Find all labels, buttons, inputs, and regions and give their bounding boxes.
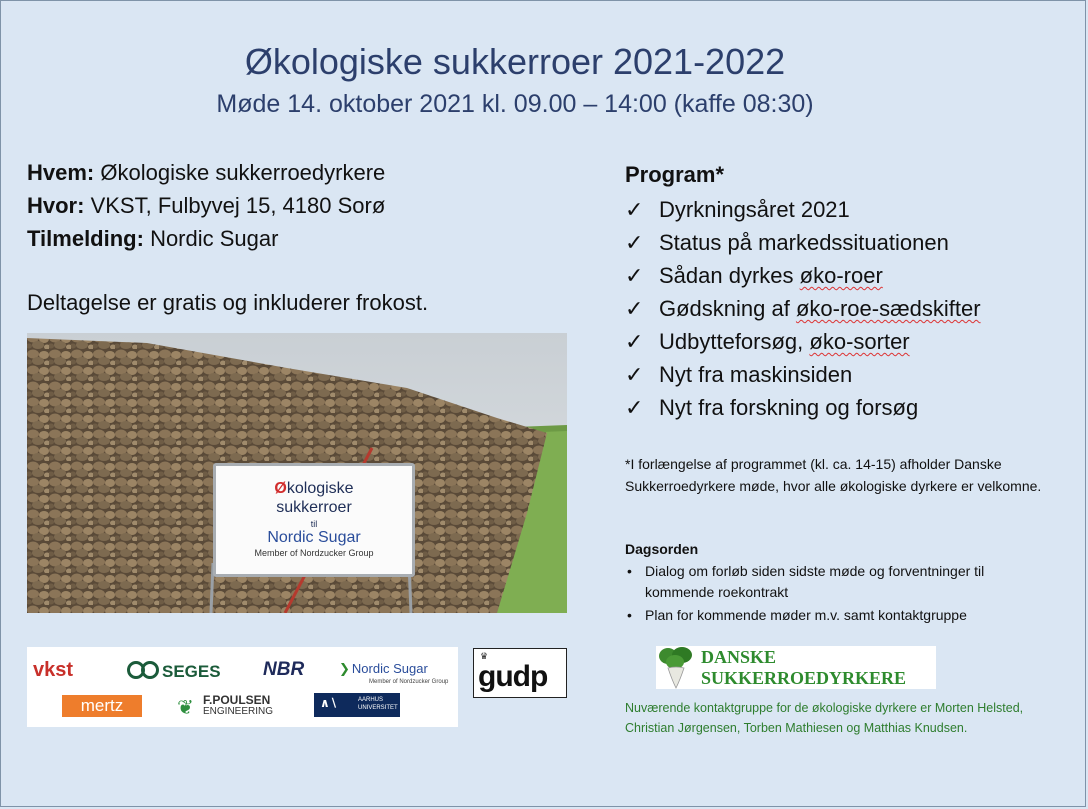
aarhus-wave-icon: ∧∖ <box>320 696 339 710</box>
signup-row <box>27 224 385 257</box>
agenda-item-text: Plan for kommende møder m.v. samt kontaktgruppe <box>645 607 967 623</box>
program-note: *I forlængelse af programmet (kl. ca. 14-15) afholder Danske Sukkerroedyrkere møde, hvor alle økologiske dyrkere er velkomne. <box>625 456 1042 494</box>
program-item <box>625 292 981 325</box>
program-heading: Program* <box>625 162 725 187</box>
fpoulsen-line-1: F.POULSEN <box>203 693 271 707</box>
aarhus-line-2: UNIVERSITET <box>358 705 398 711</box>
ds-logo-text <box>701 647 906 689</box>
check-icon: ✓ <box>625 197 644 222</box>
contact-group-text: Nuværende kontaktgruppe for de økologiske dyrkere er Morten Helsted, Christian Jørgensen, Torben Mathiesen og Matthias Knudsen. <box>625 701 1024 735</box>
check-icon: ✓ <box>625 296 644 321</box>
seges-text: SEGES <box>162 662 221 681</box>
aarhus-line-1: AARHUS <box>358 697 384 703</box>
program-item <box>625 325 981 358</box>
sign-line-1 <box>216 480 412 498</box>
sign-line-3: til <box>310 519 318 529</box>
check-icon: ✓ <box>625 230 644 255</box>
program-item-text: Sådan dyrkes <box>659 263 800 288</box>
program-item-text-underlined: øko-sorter <box>809 329 910 354</box>
agenda-heading: Dagsorden <box>625 541 699 557</box>
program-item <box>625 259 981 292</box>
where-label: Hvor: <box>27 193 85 218</box>
gudp-logo <box>473 648 567 698</box>
check-icon: ✓ <box>625 362 644 387</box>
beet-icon <box>656 646 696 689</box>
program-item <box>625 358 981 391</box>
check-icon: ✓ <box>625 329 644 354</box>
seges-mark-icon-2 <box>141 661 159 679</box>
where-row <box>27 191 385 224</box>
sign-line-2: sukkerroer <box>276 499 352 516</box>
program-item-text: Nyt fra maskinsiden <box>659 362 853 387</box>
vkst-logo: vkst <box>33 659 74 681</box>
mertz-logo: mertz <box>62 695 142 717</box>
signup-value: Nordic Sugar <box>150 226 279 251</box>
check-icon: ✓ <box>625 263 644 288</box>
danske-sukkerroedyrkere-logo <box>656 646 936 689</box>
program-item <box>625 391 981 424</box>
nbr-logo: NBR <box>263 659 305 680</box>
crown-icon: ♛ <box>480 651 489 661</box>
where-value: VKST, Fulbyvej 15, 4180 Sorø <box>90 193 386 218</box>
event-info <box>27 158 385 257</box>
fpoulsen-leaf-icon: ❦ <box>177 697 194 719</box>
program-item-text: Gødskning af <box>659 296 796 321</box>
ds-logo-line-1: DANSKE <box>701 647 777 667</box>
agenda-item <box>625 605 1045 626</box>
fpoulsen-line-2: ENGINEERING <box>203 706 274 717</box>
sign-o-letter: Ø <box>274 480 287 497</box>
program-item-text: Status på markedssituationen <box>659 230 949 255</box>
program-item-text-underlined: øko-roe-sædskifter <box>795 296 981 321</box>
sign-line-4: Nordic Sugar <box>267 529 361 546</box>
ecological-sign <box>213 463 415 577</box>
page-title: Økologiske sukkerroer 2021-2022 <box>244 41 786 82</box>
program-item-text: Dyrkningsåret 2021 <box>659 197 850 222</box>
program-section <box>625 160 981 424</box>
program-item <box>625 226 981 259</box>
nordic-sugar-logo <box>339 661 428 677</box>
who-label: Hvem: <box>27 160 95 185</box>
agenda-item <box>625 561 1045 603</box>
page-subtitle: Møde 14. oktober 2021 kl. 09.00 – 14:00 (kaffe 08:30) <box>216 90 814 118</box>
check-icon: ✓ <box>625 395 644 420</box>
agenda-item-text: Dialog om forløb siden sidste møde og forventninger til kommende roekontrakt <box>645 563 985 600</box>
program-item <box>625 193 981 226</box>
seges-logo <box>127 661 221 682</box>
sign-line-1-rest: kologiske <box>286 480 354 497</box>
program-item-text-underlined: øko-roer <box>799 263 883 288</box>
partner-logos <box>27 647 458 727</box>
nordic-sugar-sun-icon: ❯ <box>339 661 350 676</box>
ds-logo-line-2: SUKKERROEDYRKERE <box>701 668 907 688</box>
program-item-text: Udbytteforsøg, <box>659 329 810 354</box>
aarhus-logo <box>314 693 400 717</box>
bullet-icon: • <box>627 607 632 623</box>
agenda-list <box>625 561 1045 626</box>
program-item-text: Nyt fra forskning og forsøg <box>659 395 919 420</box>
nordic-sugar-sub: Member of Nordzucker Group <box>369 679 449 685</box>
who-row <box>27 158 385 191</box>
signup-label: Tilmelding: <box>27 226 144 251</box>
bullet-icon: • <box>627 563 632 579</box>
participation-text: Deltagelse er gratis og inkluderer frokost. <box>27 290 429 315</box>
nordic-sugar-text: Nordic Sugar <box>351 661 428 676</box>
gudp-text: gudp <box>478 660 548 693</box>
sign-line-5: Member of Nordzucker Group <box>254 548 374 558</box>
who-value: Økologiske sukkerroedyrkere <box>100 160 386 185</box>
